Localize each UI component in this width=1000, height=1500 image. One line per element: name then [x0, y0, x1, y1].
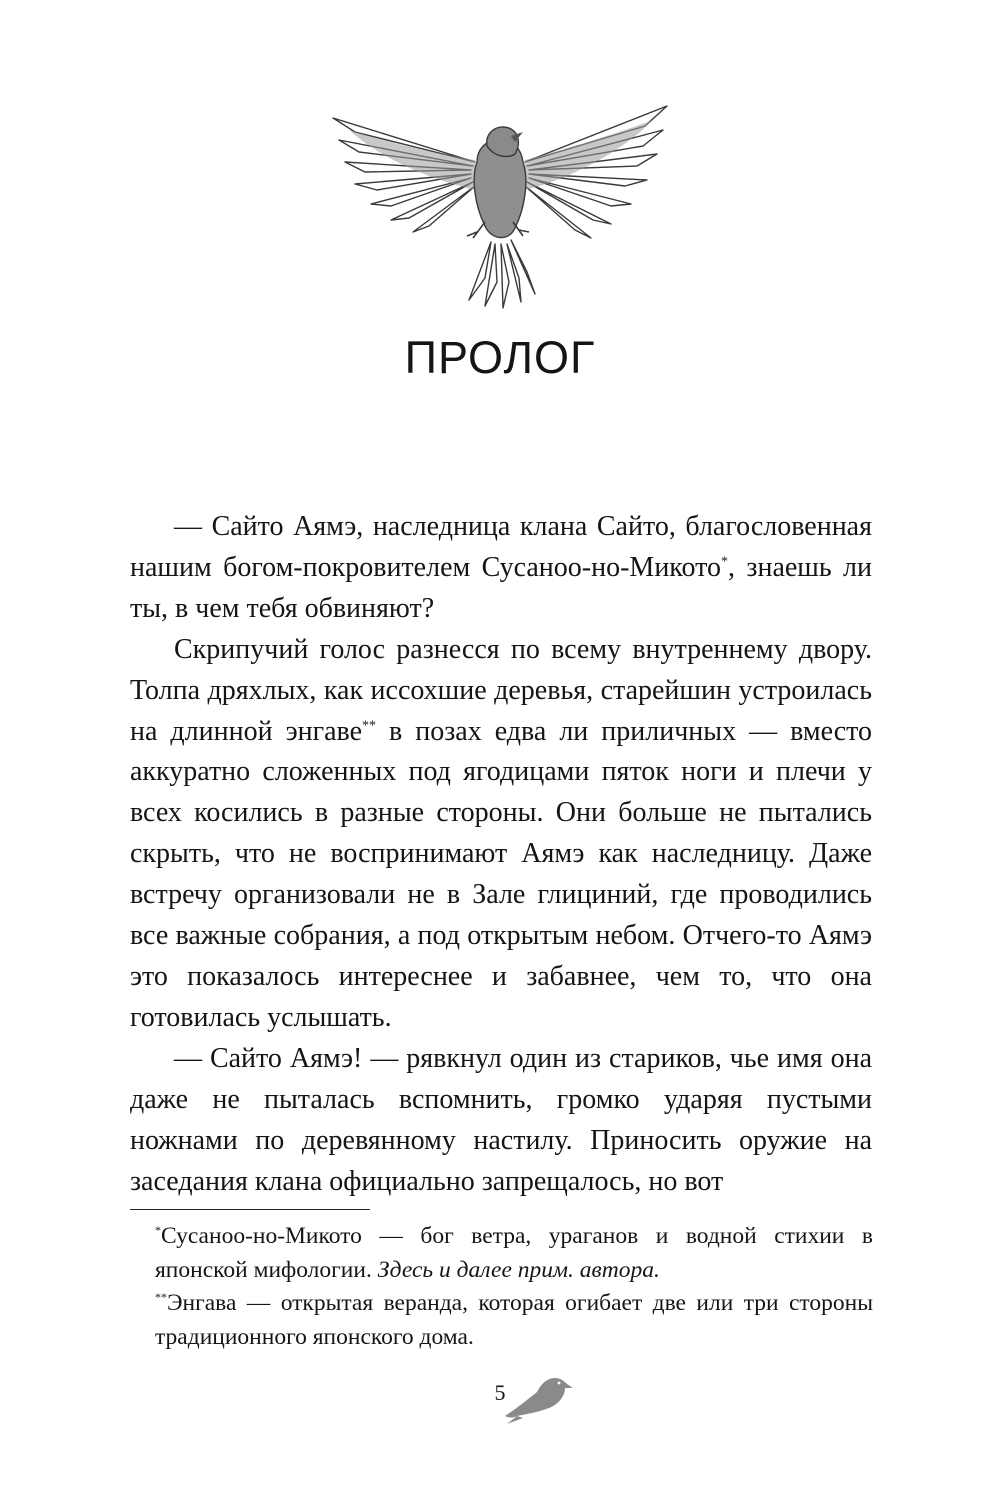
- page-number: 5: [494, 1380, 506, 1405]
- footnotes: [155, 1220, 873, 1354]
- body-text: [130, 507, 872, 1202]
- flying-bird-icon: [325, 100, 675, 310]
- footnote-marker[interactable]: **: [362, 718, 376, 734]
- footnote-mark: *: [155, 1223, 161, 1238]
- footnote-mark: **: [155, 1290, 167, 1305]
- paragraph: — Сайто Аямэ! — рявкнул один из стариков, чье имя она даже не пыталась вспомнить, громко ударяя пустыми ножнами по деревянному настилу. Приносить оружие на заседания клана официально запрещалось, но вот: [130, 1042, 872, 1197]
- footnote: **Энгава — открытая веранда, которая огибает две или три стороны традиционного японского дома.: [155, 1290, 873, 1350]
- paragraph: Скрипучий голос разнесся по всему внутреннему двору. Толпа дряхлых, как иссохшие деревья, старейшин устроилась на длинной энгаве** в позах едва ли приличных — вместо аккуратно сложенных под ягодицами пяток ноги и плечи у всех косились в разные стороны. Они больше не пытались скрыть, что не воспринимают Аямэ как наследницу. Даже встречу организовали не в Зале глициний, где проводились все важные собрания, а под открытым небом. Отчего-то Аямэ это показалось интереснее и забавнее, чем то, что она готовилась услышать.: [130, 633, 873, 1033]
- footnote-marker[interactable]: *: [720, 554, 728, 570]
- raven-icon: [503, 1366, 573, 1426]
- footnote-note: Здесь и далее прим. автора.: [377, 1256, 660, 1283]
- footnote: *Сусаноо-но-Микото — бог ветра, ураганов и водной стихии в японской мифологии. Здесь и далее прим. автора.: [155, 1223, 873, 1283]
- chapter-title: ПРОЛОГ: [404, 332, 596, 383]
- footnote-divider: [130, 1209, 370, 1210]
- paragraph: — Сайто Аямэ, наследница клана Сайто, благословенная нашим богом-покровителем Сусаноо-но-Микото*, знаешь ли ты, в чем тебя обвиняют?: [130, 511, 872, 624]
